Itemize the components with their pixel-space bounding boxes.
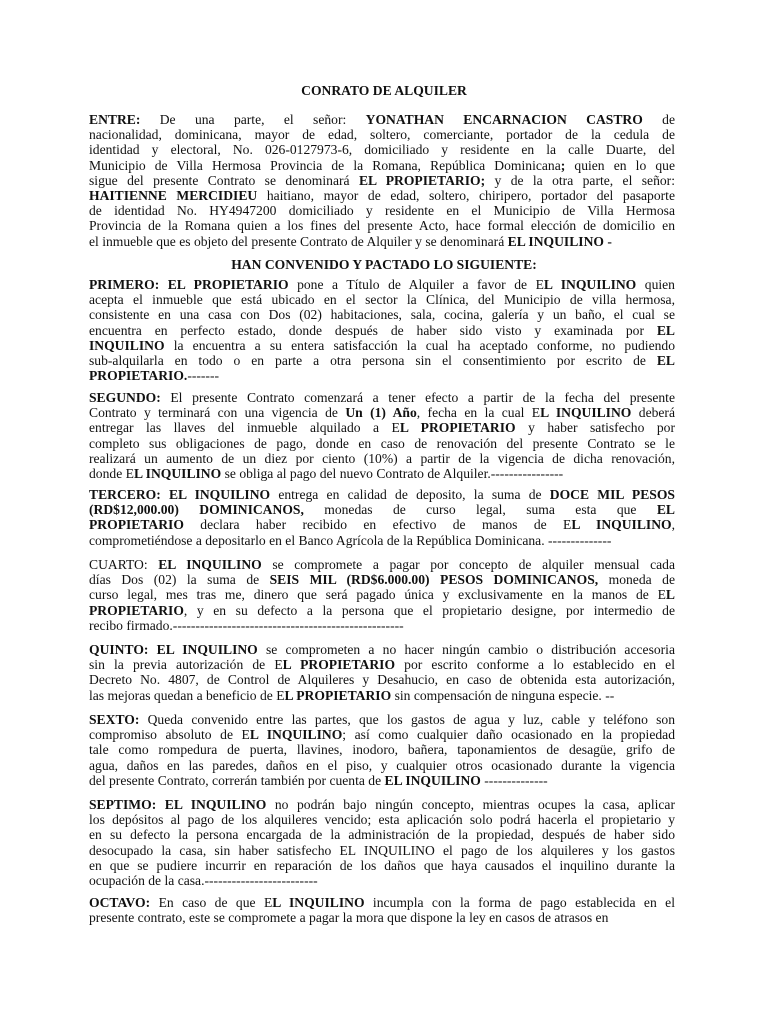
bold-text: SEPTIMO: EL INQUILINO [89,797,267,812]
body-text: días Dos (02) la suma de [89,572,270,588]
bold-text: L INQUILINO [133,465,222,481]
document-title: CONRATO DE ALQUILER [301,83,467,98]
body-text: agua, daños en las paredes, daños en el piso, y cualquier otros ocasionado durante la vigencia [89,757,675,773]
body-text: entrega en calidad de deposito, la suma de [270,487,550,502]
bold-text: L INQUILINO [272,895,365,910]
bold-text: YONATHAN ENCARNACION CASTRO [365,112,643,127]
paragraph-line [89,688,675,703]
body-text: En caso de que E [150,895,273,910]
body-text: en su defecto la persona encargada de la administración de la propiedad, después de haber sido [89,827,675,843]
body-text: se obliga al pago del nuevo Contrato de Alquiler.---------------- [221,465,564,481]
body-text: Provincia de la Romana quien a los fines del presente Acto, hace formal elección de domicilio en [89,218,675,234]
paragraph-tercero [89,487,675,548]
paragraph-line [89,188,675,203]
paragraph-entre [89,112,675,249]
body-text: ; así como cualquier daño ocasionado en la propiedad [342,727,675,743]
body-text: nacionalidad, dominicana, mayor de edad, soltero, comerciante, portador de la cedula de [89,127,675,143]
body-text: incumpla con la forma de pago establecida en el [364,895,675,910]
paragraph-line [89,827,675,842]
paragraph-line [89,657,675,672]
paragraph-line [89,173,675,188]
paragraph-line [89,812,675,827]
paragraph-line [89,338,675,353]
paragraph-line [89,420,675,435]
body-text: quien [636,277,675,292]
body-text: haitiano, mayor de edad, soltero, chiripero, portador del pasaporte [257,187,675,203]
bold-text: ; [560,157,566,173]
body-text: sin compensación de ninguna especie. -- [391,687,615,703]
paragraph-line [89,368,675,383]
body-text: recibo firmado.--------------------------------------------------- [89,617,404,633]
bold-text: EL INQUILINO - [507,233,612,249]
paragraph-line [89,234,675,249]
bold-text: DOCE MIL PESOS [549,487,675,502]
bold-text: L PROPIETARIO [284,687,392,703]
body-text: Decreto No. 4807, de Control de Alquileres y Desahucio, en caso de obtenida esta autorización, [89,672,675,688]
body-text: sigue del presente Contrato se denominará [89,172,359,188]
body-text: realizará un aumento de un diez por ciento (10%) a partir de la vigencia de dicha renovación, [89,450,675,466]
bold-text: EL PROPIETARIO; [358,172,486,188]
paragraph-line [89,642,675,657]
paragraph-line [89,843,675,858]
body-text: tale como rompedura de puerta, llavines, inodoro, bañera, taponamientos de desagüe, grifo de [89,742,675,758]
paragraph-line [89,112,675,127]
body-text: y de la otra parte, el señor: [485,172,675,188]
paragraph-line [89,142,675,157]
bold-text: SEXTO: [89,712,140,727]
paragraph-line [89,895,675,910]
body-text: de identidad No. HY4947200 domiciliado y residente en el Municipio de Villa Hermosa [89,203,675,219]
body-text: por escrito conforme a lo establecido en el [395,657,675,673]
body-text: identidad y electoral, No. 026-0127973-6, domiciliado y residente en la calle Duarte, del [89,142,675,158]
bold-text: OCTAVO: [89,895,151,910]
paragraph-line [89,127,675,142]
body-text: consistente en una casa con Dos (02) habitaciones, sala, cocina, galería y un baño, el cual se [89,307,675,323]
paragraph-line [89,218,675,233]
body-text: Municipio de Villa Hermosa Provincia de la Romana, República Dominicana [89,157,561,173]
bold-text: TERCERO: EL INQUILINO [89,487,271,502]
body-text: , fecha en la cual E [416,405,541,421]
bold-text: QUINTO: EL INQUILINO [89,642,258,657]
paragraph-line [89,323,675,338]
body-text: las mejoras quedan a beneficio de E [89,687,285,703]
paragraph-line [89,517,675,532]
body-text: curso legal, mes tras me, dinero que será pagado única y exclusivamente en la manos de E [89,587,666,603]
bold-text: L PROPIETARIO [282,657,396,673]
paragraph-line [89,742,675,757]
body-text: quien en lo que [565,157,676,173]
body-text: entregar las llaves del inmueble alquilado a E [89,420,400,436]
paragraph-line [89,727,675,742]
bold-text: L INQUILINO [249,727,343,743]
body-text: sub-alquilarla en todo o en parte a otra persona sin el consentimiento por escrito de [89,352,657,368]
body-text: no podrán bajo ningún concepto, mientras ocupes la casa, aplicar [266,797,675,812]
bold-text: L INQUILINO [571,517,672,533]
bold-text: SEGUNDO: [89,390,161,405]
body-text: completo sus obligaciones de pago, donde en caso de renovación del presente Contrato se le [89,435,675,451]
paragraph-line [89,292,675,307]
bold-text: HAITIENNE MERCIDIEU [89,187,258,203]
body-text: CUARTO: [89,557,159,572]
paragraph-line [89,405,675,420]
paragraph-sexto [89,712,675,788]
paragraph-line [89,797,675,812]
paragraph-line [89,502,675,517]
body-text: el inmueble que es objeto del presente Contrato de Alquiler y se denominará [89,233,508,249]
paragraph-line [89,466,675,481]
body-text: compromiso absoluto de E [89,727,250,743]
paragraph-line [89,158,675,173]
bold-text: (RD$12,000.00) DOMINICANOS, [89,502,304,518]
paragraph-line [89,873,675,888]
paragraph-line [89,277,675,292]
bold-text: EL [656,502,675,518]
paragraph-line [89,712,675,727]
bold-text: SEIS MIL (RD$6.000.00) PESOS DOMINICANOS, [269,572,599,588]
paragraph-line [89,533,675,548]
body-text: pone a Título de Alquiler a favor de E [288,277,544,292]
body-text: Contrato y terminará con una vigencia de [89,405,346,421]
bold-text: PROPIETARIO [89,602,184,618]
bold-text: L INQUILINO [543,277,637,292]
body-text: y haber satisfecho por [515,420,675,436]
paragraph-cuarto [89,557,675,633]
body-text: declara haber recibido en efectivo de manos de E [183,517,572,533]
paragraph-line [89,858,675,873]
body-text: , y en su defecto a la persona que el propietario designe, por intermedio de [183,602,675,618]
paragraph-line [89,390,675,405]
body-text: los depósitos al pago de los alquileres vencido; esta aplicación solo podrá hacerla el propietario y [89,812,675,828]
bold-text: PRIMERO: EL PROPIETARIO [89,277,289,292]
paragraph-line [89,572,675,587]
paragraph-line [89,758,675,773]
body-text: donde E [89,465,134,481]
paragraph-primero [89,277,675,383]
paragraph-quinto [89,642,675,703]
body-text: presente contrato, este se compromete a pagar la mora que dispone la ley en casos de atrasos en [89,910,609,926]
body-text: De una parte, el señor: [140,112,366,127]
body-text: se compromete a pagar por concepto de alquiler mensual cada [261,557,675,572]
body-text: del presente Contrato, correrán también por cuenta de [89,772,385,788]
paragraph-line [89,603,675,618]
paragraph-line [89,618,675,633]
body-text: comprometiéndose a depositarlo en el Banco Agrícola de la República Dominicana. -------------- [89,532,612,548]
bold-text: L INQUILINO [540,405,632,421]
paragraph-line [89,451,675,466]
body-text: desocupado la casa, sin haber satisfecho EL INQUILINO el pago de los alquileres y los gastos [89,842,675,858]
body-text: en que se pudiere incurrir en reparación de los daños que haya causados el inquilino durante la [89,857,675,873]
paragraph-line [89,487,675,502]
paragraph-segundo [89,390,675,481]
paragraph-line [89,307,675,322]
body-text: Queda convenido entre las partes, que los gastos de agua y luz, cable y teléfono son [139,712,675,727]
bold-text: PROPIETARIO [89,517,184,533]
paragraph-line [89,203,675,218]
body-text: se comprometen a no hacer ningún cambio o distribución accesoria [257,642,675,657]
bold-text: EL [656,352,675,368]
body-text: ------- [187,368,220,384]
paragraph-line [89,587,675,602]
paragraph-septimo [89,797,675,888]
paragraph-line [89,353,675,368]
bold-text: Un (1) Año [345,405,417,421]
body-text: encuentra en perfecto estado, donde después de haber sido visto y examinada por [89,322,657,338]
bold-text: EL INQUILINO [384,772,481,788]
paragraph-line [89,436,675,451]
body-text: deberá [631,405,675,421]
paragraph-line [89,773,675,788]
bold-text: INQUILINO [89,337,165,353]
bold-text: EL [656,322,675,338]
body-text: acepta el inmueble que está ubicado en el sector la Clínica, del Municipio de villa hermosa, [89,292,675,308]
bold-text: EL INQUILINO [158,557,262,572]
body-text: -------------- [480,772,548,788]
bold-text: L [665,587,675,603]
body-text: de [642,112,675,127]
body-text: ocupación de la casa.------------------------- [89,872,318,888]
paragraph-line [89,557,675,572]
body-text: monedas de curso legal, suma esta que [303,502,657,518]
body-text: la encuentra a su entera satisfacción la cual ha aceptado conforme, no pudiendo [164,337,675,353]
body-text: El presente Contrato comenzará a tener efecto a partir de la fecha del presente [160,390,675,405]
paragraph-line [89,672,675,687]
bold-text: L PROPIETARIO [399,420,516,436]
bold-text: PROPIETARIO. [89,368,188,384]
section-heading: HAN CONVENIDO Y PACTADO LO SIGUIENTE: [231,257,537,272]
paragraph-octavo [89,895,675,925]
body-text: sin la previa autorización de E [89,657,283,673]
body-text: , [671,517,675,533]
body-text: moneda de [598,572,675,588]
paragraph-line [89,910,675,925]
bold-text: ENTRE: [89,112,141,127]
